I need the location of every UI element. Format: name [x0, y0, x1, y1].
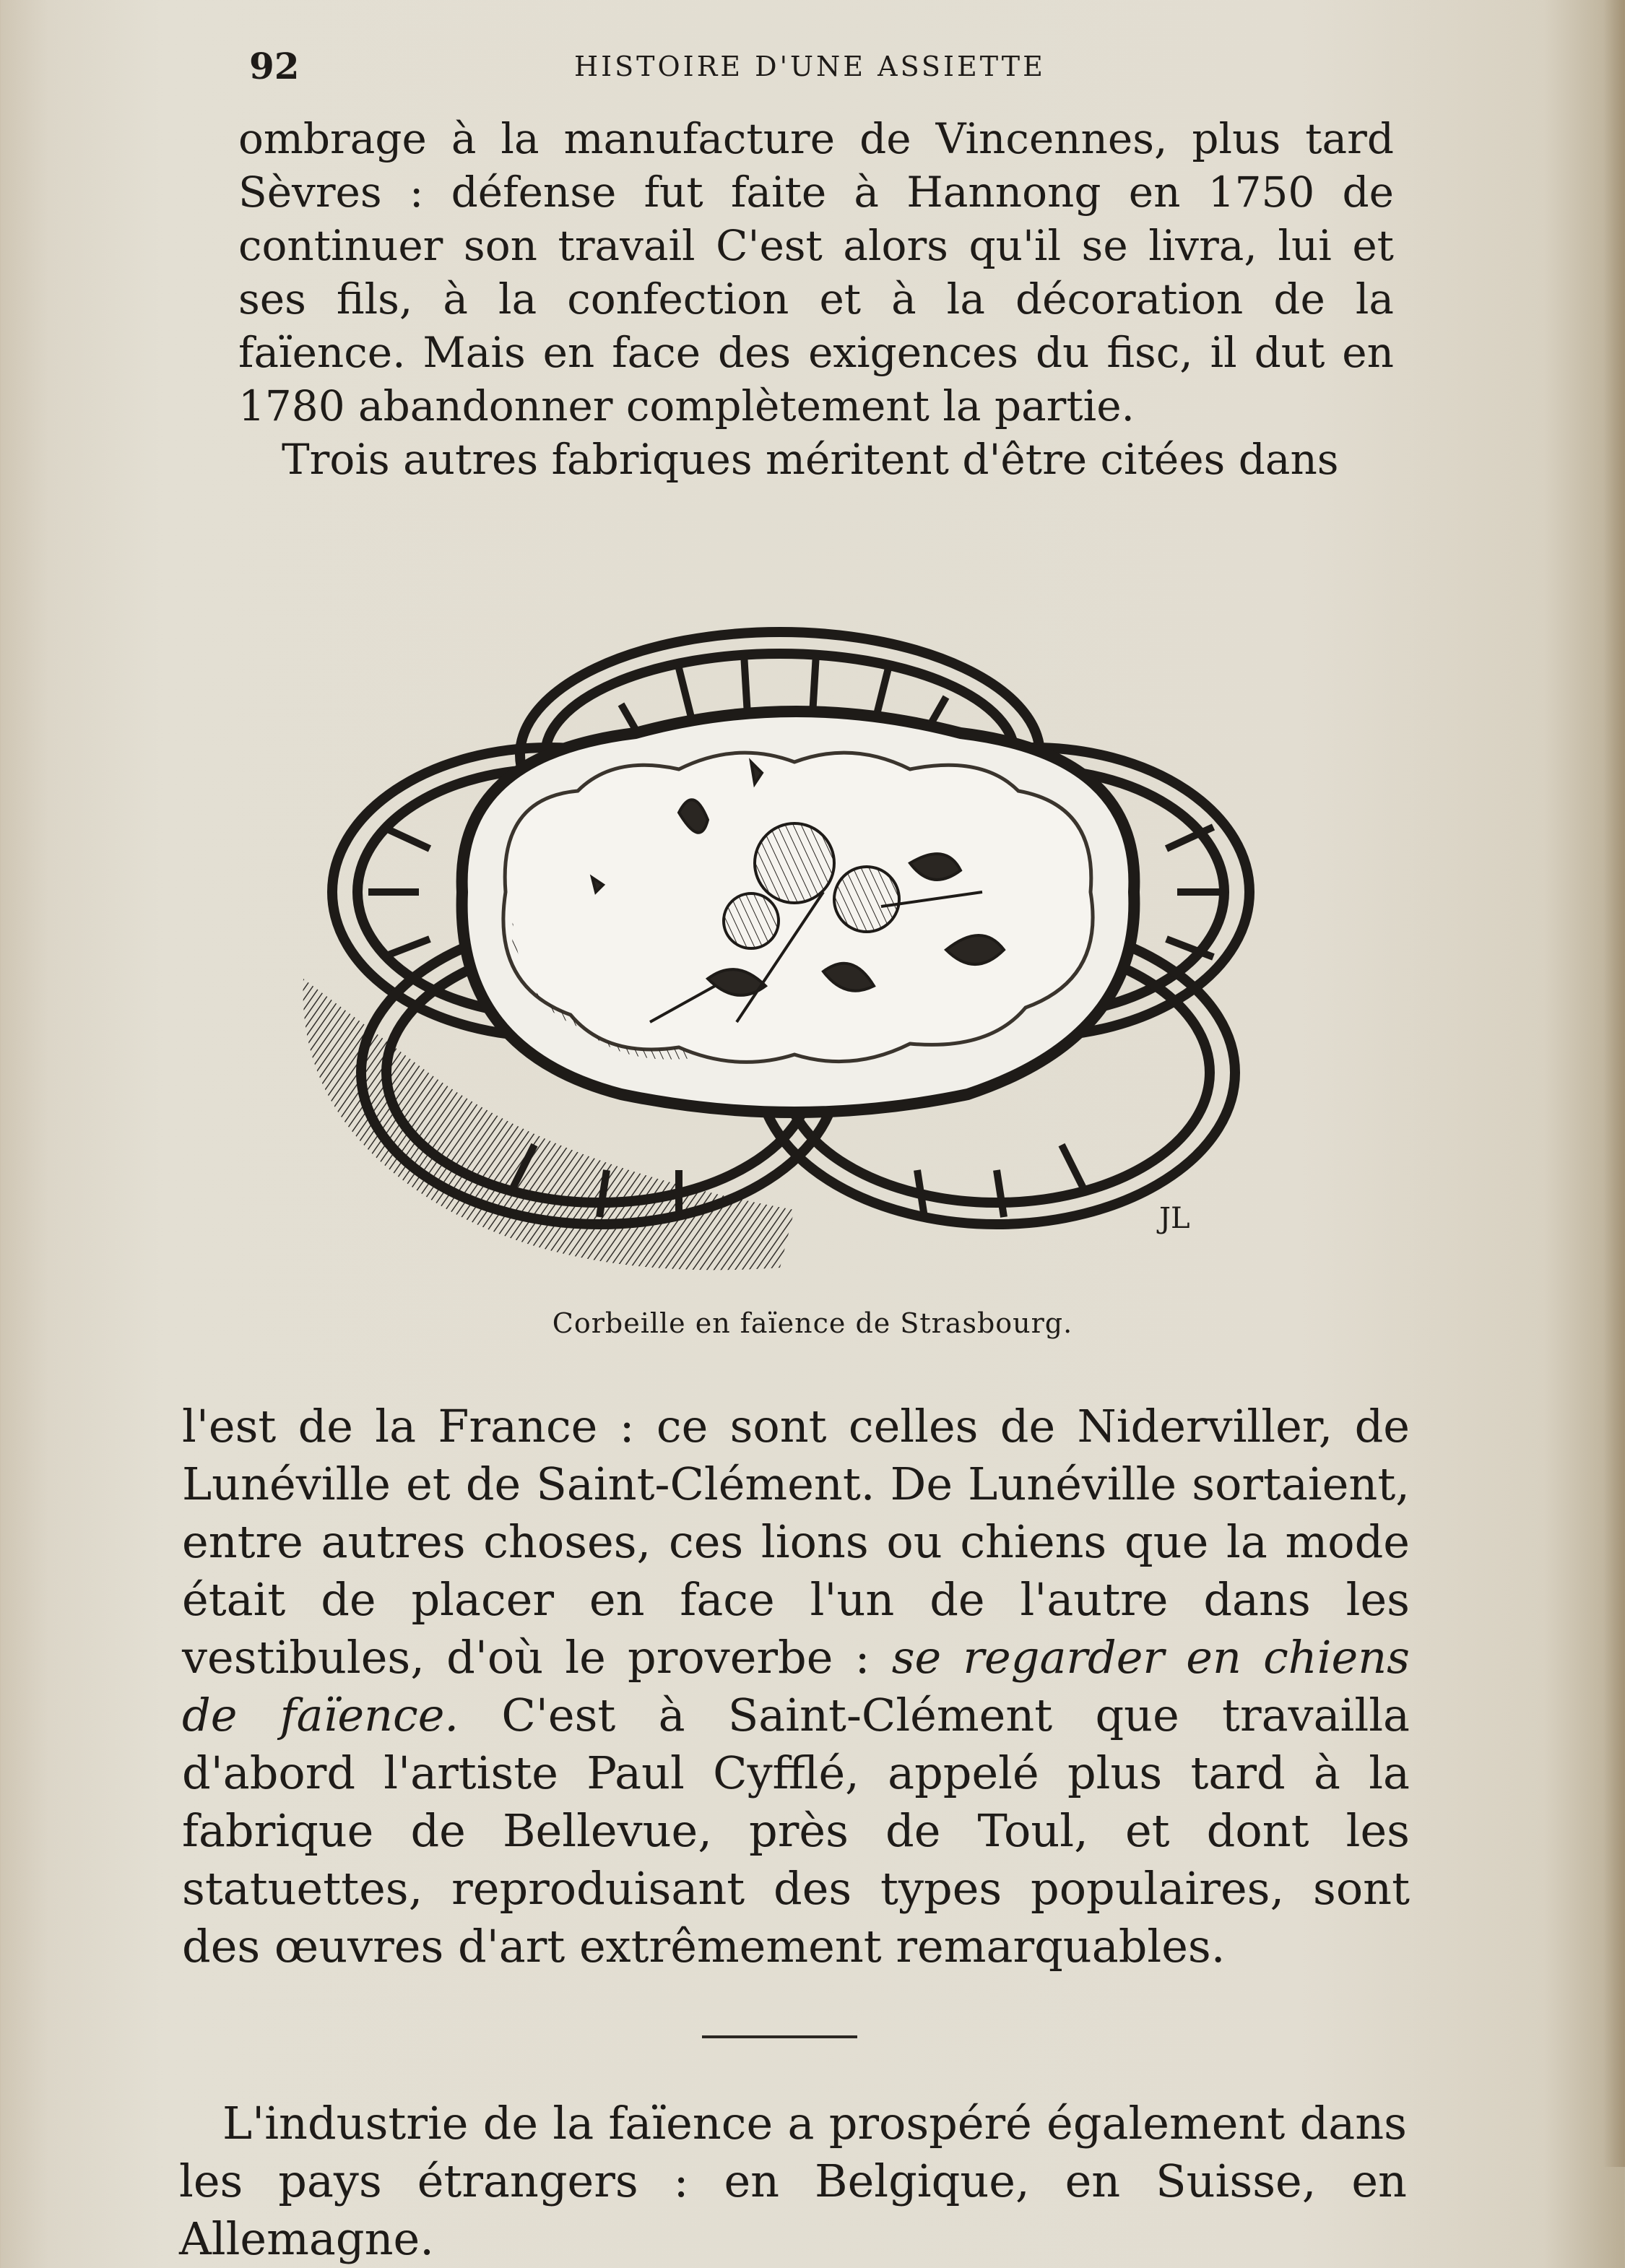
text-block-top — [238, 112, 1394, 486]
page-header — [249, 45, 1390, 88]
paragraph-lorraine — [182, 1398, 1410, 1975]
paragraph-trois-fabriques: Trois autres fabriques méritent d'être citées dans — [282, 435, 1339, 484]
proverb-italic: se regarder en chiens de faïence. — [182, 1631, 1410, 1741]
engraver-signature: JL — [1159, 1202, 1190, 1235]
paragraph-pays-etrangers: L'industrie de la faïence a prospéré également dans les pays étrangers : en Belgique, en Suisse, en Allemagne. — [179, 2097, 1407, 2265]
text-block-bottom — [179, 2095, 1407, 2268]
page-number: 92 — [249, 45, 300, 87]
basket-illustration — [274, 516, 1322, 1297]
book-spine-shadow — [1603, 0, 1625, 2167]
paragraph-hannong: ombrage à la manufacture de Vincennes, plus tard Sèvres : défense fut faite à Hannong en 1750 de continuer son travail C'est alors qu'il se livra, lui et ses fils, à la confection et à la décoration de la faïence. Mais en face des exigences du fisc, il dut en 1780 abandonner complètement la partie. — [238, 114, 1394, 430]
paragraph-text-b: C'est à Saint-Clément que travailla d'abord l'artiste Paul Cyfflé, appelé plus tard à la fabrique de Bellevue, près de Toul, et dont les statuettes, reproduisant des types populaires, sont des œuvres d'art extrêmement remarquables. — [182, 1689, 1410, 1973]
dish-inner-lobes — [503, 753, 1093, 1062]
text-block-middle — [182, 1398, 1410, 1975]
section-divider — [702, 2035, 857, 2038]
running-title: HISTOIRE D'UNE ASSIETTE — [574, 51, 1046, 82]
figure-caption: Corbeille en faïence de Strasbourg. — [552, 1307, 1073, 1339]
paragraph-text-a: l'est de la France : ce sont celles de Niderviller, de Lunéville et de Saint-Clément. De Lunéville sortaient, entre autres choses, ces lions ou chiens que la mode était de placer en face l'un de l'autre dans les vestibules, d'où le proverbe : — [182, 1400, 1410, 1684]
